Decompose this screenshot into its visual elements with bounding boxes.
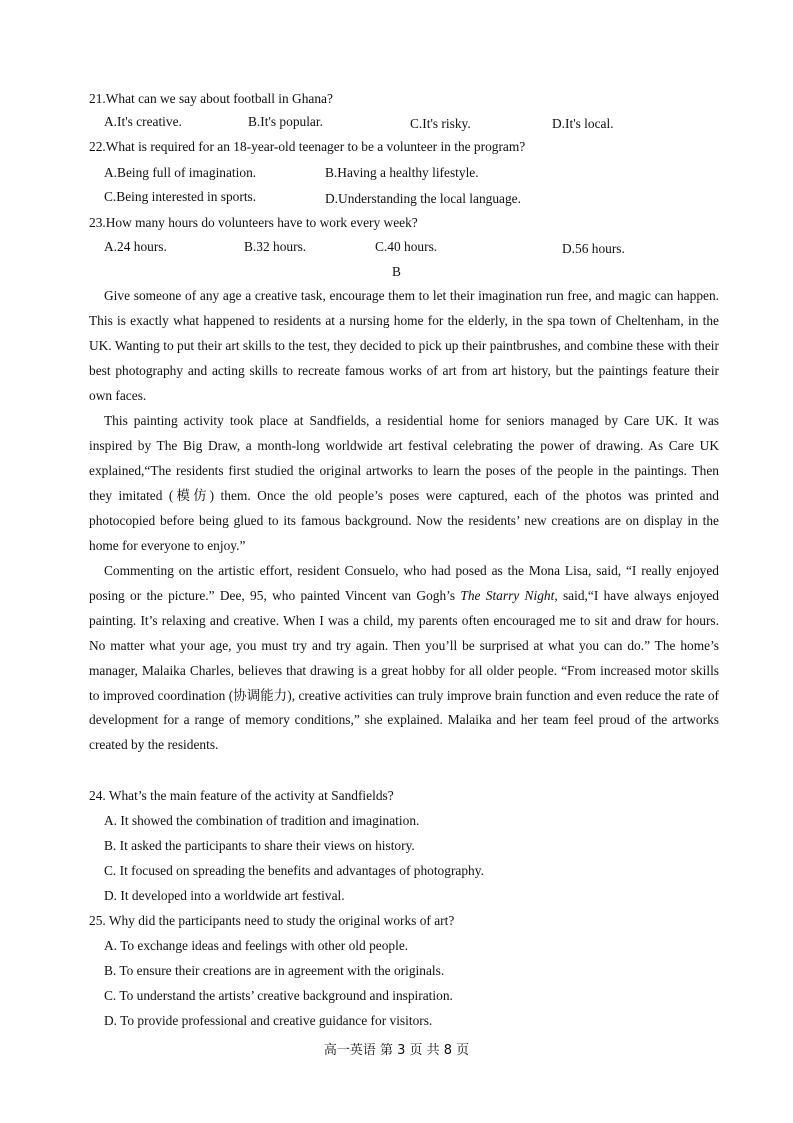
q21-option-a: A.It's creative. [104, 114, 182, 129]
starry-night-title: The Starry Night [460, 587, 555, 603]
q22-option-b: B.Having a healthy lifestyle. [325, 165, 479, 180]
q21-option-b: B.It's popular. [248, 114, 323, 129]
passage-paragraph-2 [89, 409, 719, 558]
q21-option-c: C.It's risky. [410, 116, 471, 131]
passage-p3-text [89, 559, 719, 758]
q24-option-b: B. It asked the participants to share their views on history. [104, 838, 415, 853]
page-footer: 高一英语 第 3 页 共 8 页 [323, 1043, 470, 1058]
question-23-stem: 23.How many hours do volunteers have to work every week? [89, 215, 418, 230]
q24-option-c: C. It focused on spreading the benefits and advantages of photography. [104, 863, 484, 878]
q23-option-a: A.24 hours. [104, 239, 167, 254]
section-label: B [392, 264, 401, 279]
passage-p2-text: This painting activity took place at Sandfields, a residential home for seniors managed by Care UK. It was inspired by The Big Draw, a month-long worldwide art festival celebrating the power of drawing. As Care UK explained,“The residents first studied the original artworks to learn the poses of the people in the paintings. Then they imitated (模仿) them. Once the old people’s poses were captured, each of the photos was printed and photocopied before being glued to its famous background. Now the residents’ new creations are on display in the home for everyone to enjoy.” [89, 413, 719, 553]
question-21-stem: 21.What can we say about football in Ghana? [89, 91, 333, 106]
passage-paragraph-1 [89, 284, 719, 409]
q23-option-d: D.56 hours. [562, 241, 625, 256]
q25-option-d: D. To provide professional and creative guidance for visitors. [104, 1013, 433, 1028]
question-24-stem: 24. What’s the main feature of the activity at Sandfields? [89, 788, 394, 803]
q21-option-d: D.It's local. [552, 116, 614, 131]
q24-option-a: A. It showed the combination of tradition and imagination. [104, 813, 420, 828]
q25-option-c: C. To understand the artists’ creative background and inspiration. [104, 988, 453, 1003]
passage-p3-part-b: , said,“I have always enjoyed painting. It’s relaxing and creative. When I was a child, my parents often encouraged me to sit and draw for hours. No matter what your age, you must try and try again. Then you’ll be surprised at what you can do.” The home’s manager, Malaika Charles, believes that drawing is a great hobby for all older people. “From increased motor skills to improved coordination (协调能力), creative activities can truly improve brain function and even reduce the rate of development for a range of memory conditions,” she explained. Malaika and her team feel proud of the artworks created by the residents. [89, 587, 719, 753]
q24-option-d: D. It developed into a worldwide art festival. [104, 888, 345, 903]
q25-option-b: B. To ensure their creations are in agreement with the originals. [104, 963, 445, 978]
q25-option-a: A. To exchange ideas and feelings with other old people. [104, 938, 409, 953]
passage-p1-text: Give someone of any age a creative task, encourage them to let their imagination run free, and magic can happen. This is exactly what happened to residents at a nursing home for the elderly, in the spa town of Cheltenham, in the UK. Wanting to put their art skills to the test, they decided to pick up their paintbrushes, and combine these with their best photography and acting skills to recreate famous works of art from art history, but the paintings feature their own faces. [89, 288, 719, 403]
q22-option-d: D.Understanding the local language. [325, 191, 521, 206]
question-25-stem: 25. Why did the participants need to study the original works of art? [89, 913, 455, 928]
q23-option-b: B.32 hours. [244, 239, 307, 254]
q22-option-c: C.Being interested in sports. [104, 189, 257, 204]
q22-option-a: A.Being full of imagination. [104, 165, 257, 180]
passage-p3-part-a: Commenting on the artistic effort, resident Consuelo, who had posed as the Mona Lisa, said, “I really enjoyed posing or the picture.” Dee, 95, who painted Vincent van Gogh’s [89, 563, 719, 603]
q23-option-c: C.40 hours. [375, 239, 438, 254]
passage-paragraph-3 [89, 559, 719, 758]
question-22-stem: 22.What is required for an 18-year-old teenager to be a volunteer in the program? [89, 139, 526, 154]
